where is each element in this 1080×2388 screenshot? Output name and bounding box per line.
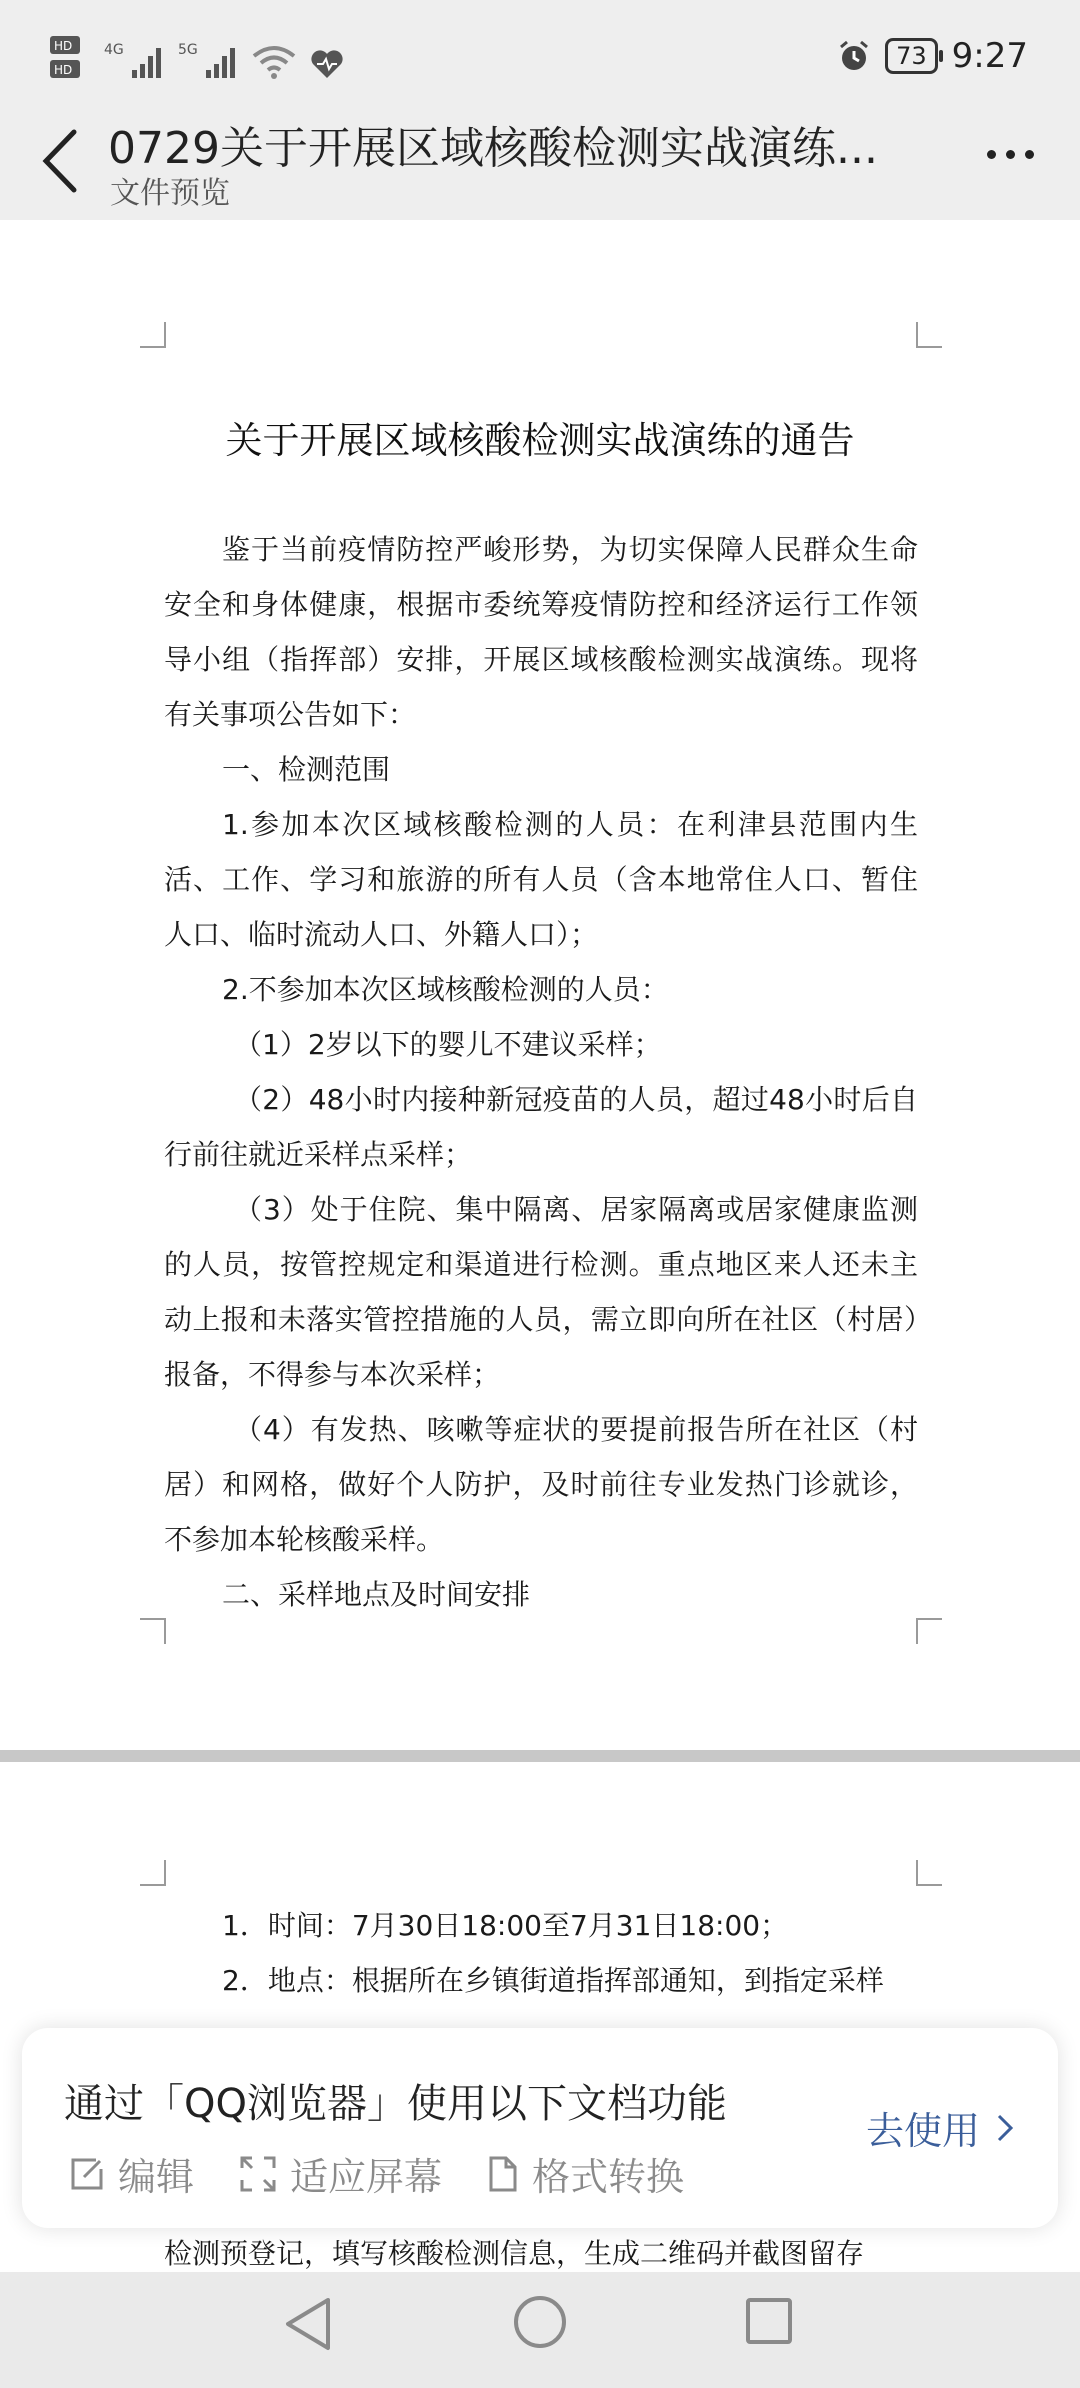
page-corner-mark xyxy=(916,322,942,348)
page-separator xyxy=(0,1750,1080,1762)
svg-text:5G: 5G xyxy=(178,42,198,58)
nav-home-icon[interactable] xyxy=(514,2296,566,2348)
paragraph: （4）有发热、咳嗽等症状的要提前报告所在社区（村居）和网格，做好个人防护，及时前往专业发热门诊就诊，不参加本轮核酸采样。 xyxy=(164,1413,918,1556)
banner-title: 通过「QQ浏览器」使用以下文档功能 xyxy=(64,2081,727,2127)
more-options-icon[interactable] xyxy=(987,150,1034,159)
nav-back-icon[interactable] xyxy=(282,2296,336,2352)
document-body-page-2 xyxy=(164,1898,918,2008)
chevron-right-icon xyxy=(996,2113,1014,2143)
paragraph: 2.不参加本次区域核酸检测的人员： xyxy=(222,973,669,1006)
qq-browser-banner[interactable] xyxy=(22,2028,1058,2228)
document-subtitle: 文件预览 xyxy=(110,176,230,211)
paragraph: 1．时间：7月30日18:00至7月31日18:00； xyxy=(222,1909,789,1942)
svg-text:4G: 4G xyxy=(104,42,124,58)
hd-icon xyxy=(50,34,90,80)
paragraph: 检测预登记，填写核酸检测信息，生成二维码并截图留存 xyxy=(164,2237,865,2270)
banner-tools xyxy=(70,2146,684,2201)
section-heading: 一、检测范围 xyxy=(222,753,391,786)
fit-screen-label: 适应屏幕 xyxy=(290,2155,443,2199)
document-page-1 xyxy=(0,220,1080,1750)
paragraph: （3）处于住院、集中隔离、居家隔离或居家健康监测的人员，按管控规定和渠道进行检测。重点地区来人还未主动上报和未落实管控措施的人员，需立即向所在社区（村居）报备，不得参与本次采样； xyxy=(164,1193,918,1391)
svg-text:HD: HD xyxy=(54,39,73,53)
edit-icon xyxy=(70,2157,104,2191)
paragraph: （2）48小时内接种新冠疫苗的人员，超过48小时后自行前往就近采样点采样； xyxy=(164,1083,918,1171)
fit-screen-tool[interactable] xyxy=(240,2146,442,2201)
page-corner-mark xyxy=(140,1860,166,1886)
system-navigation-bar xyxy=(0,2272,1080,2388)
go-use-label: 去使用 xyxy=(865,2109,980,2153)
document-body xyxy=(164,522,918,1622)
title-bar xyxy=(0,100,1080,220)
paragraph: （1）2岁以下的婴儿不建议采样； xyxy=(234,1028,662,1061)
svg-text:HD: HD xyxy=(54,63,73,77)
signal-4g-icon xyxy=(104,40,164,80)
page-corner-mark xyxy=(916,1618,942,1644)
signal-5g-icon xyxy=(178,40,238,80)
nav-recent-apps-icon[interactable] xyxy=(746,2298,792,2344)
fit-screen-icon xyxy=(240,2156,276,2192)
network-indicators xyxy=(50,34,344,80)
health-heart-icon xyxy=(310,48,344,80)
page-corner-mark xyxy=(140,322,166,348)
paragraph: 1.参加本次区域核酸检测的人员：在利津县范围内生活、工作、学习和旅游的所有人员（含本地常住人口、暂住人口、临时流动人口、外籍人口）； xyxy=(164,808,918,951)
edit-label: 编辑 xyxy=(118,2155,195,2199)
alarm-icon xyxy=(837,39,871,73)
paragraph: 鉴于当前疫情防控严峻形势，为切实保障人民群众生命安全和身体健康，根据市委统筹疫情防控和经济运行工作领导小组（指挥部）安排，开展区域核酸检测实战演练。现将有关事项公告如下： xyxy=(164,533,918,731)
back-arrow-icon[interactable] xyxy=(38,126,82,196)
status-right xyxy=(837,36,1028,76)
edit-tool[interactable] xyxy=(70,2146,194,2201)
format-convert-label: 格式转换 xyxy=(532,2155,685,2199)
paragraph: 2．地点：根据所在乡镇街道指挥部通知，到指定采样 xyxy=(222,1964,884,1997)
document-icon xyxy=(488,2156,518,2192)
clock: 9:27 xyxy=(951,36,1028,76)
battery-indicator: 73 xyxy=(885,38,938,74)
document-title: 0729关于开展区域核酸检测实战演练... xyxy=(108,123,878,174)
go-use-button[interactable] xyxy=(866,2100,1014,2155)
page-corner-mark xyxy=(140,1618,166,1644)
document-heading: 关于开展区域核酸检测实战演练的通告 xyxy=(225,419,855,462)
page-corner-mark xyxy=(916,1860,942,1886)
wifi-icon xyxy=(252,44,296,80)
format-convert-tool[interactable] xyxy=(488,2146,684,2201)
section-heading: 二、采样地点及时间安排 xyxy=(222,1578,531,1611)
